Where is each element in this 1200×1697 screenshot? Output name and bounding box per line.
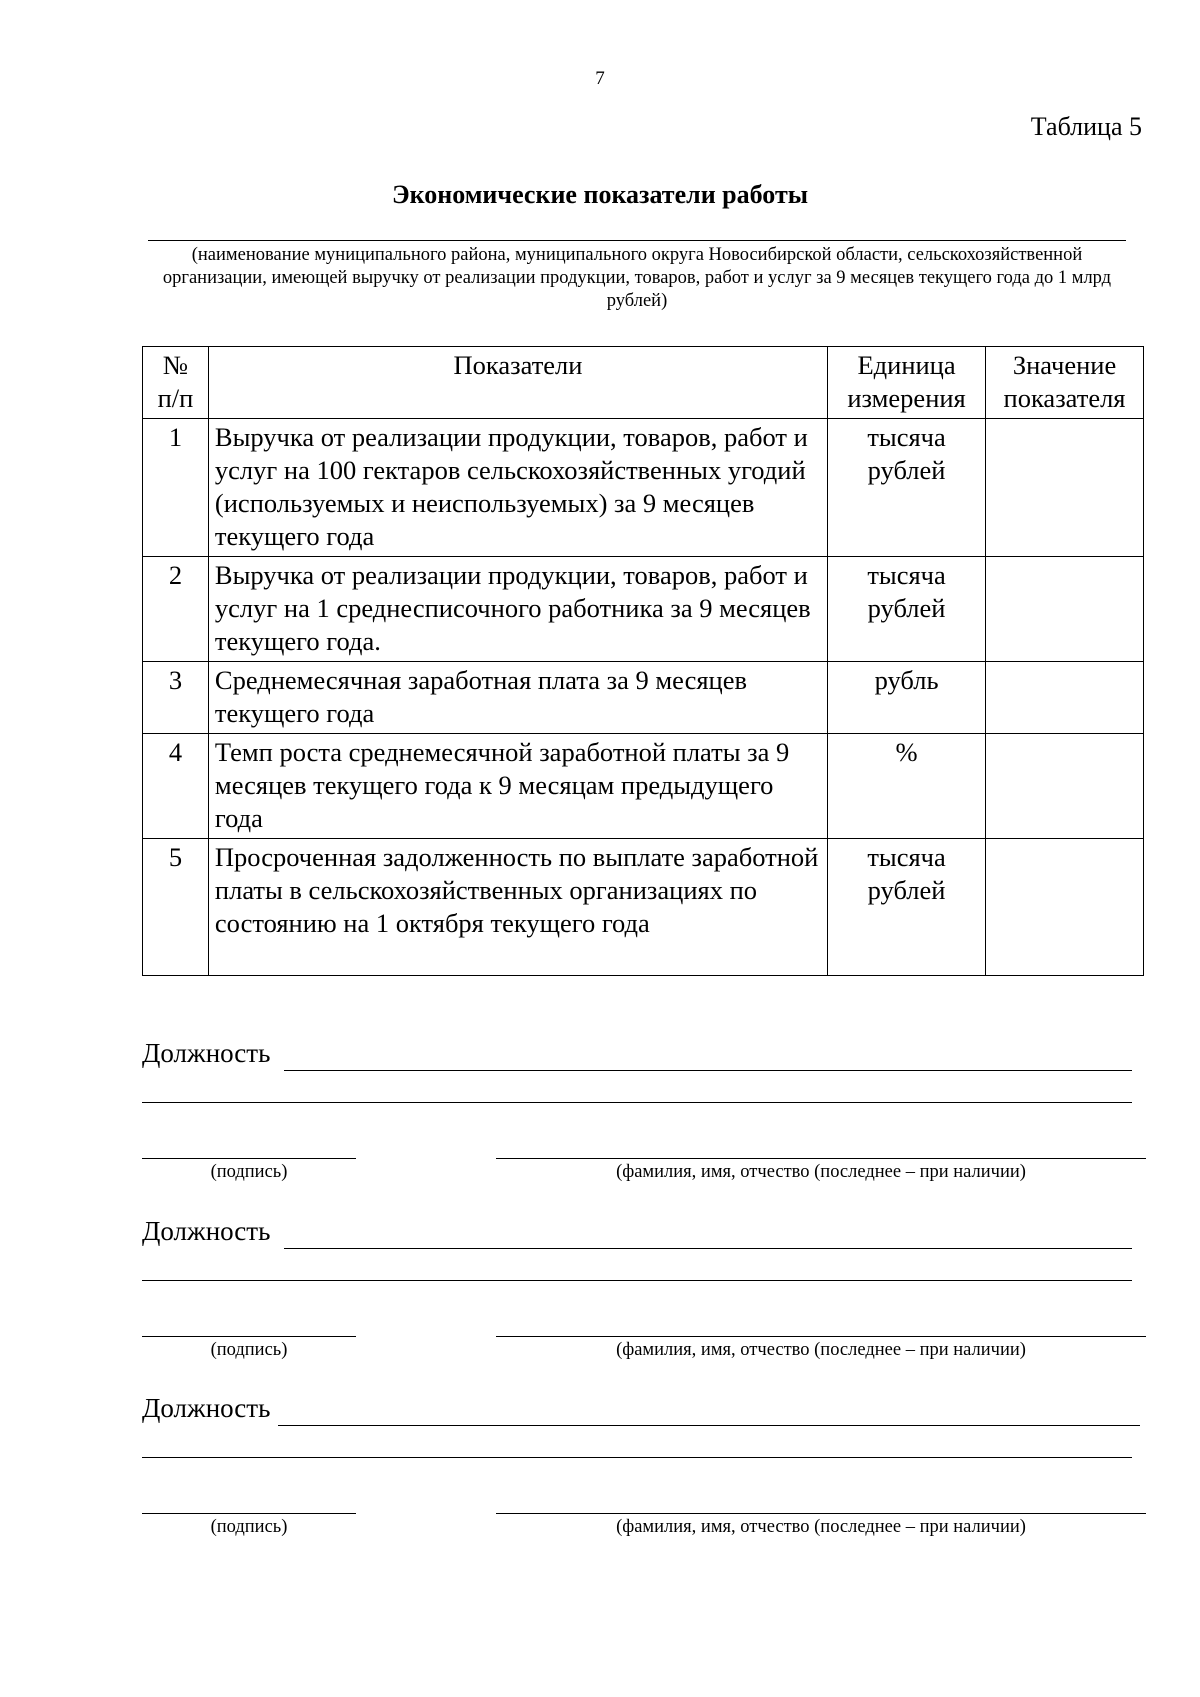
row-indicator: Выручка от реализации продукции, товаров, работ и услуг на 100 гектаров сельскохозяйственных угодий (используемых и неиспользуемых) за 9 месяцев текущего года — [208, 419, 827, 557]
table-row — [143, 662, 1144, 734]
row-num: 3 — [143, 662, 209, 734]
table-row — [143, 839, 1144, 976]
position-input-line[interactable] — [284, 1070, 1132, 1071]
row-indicator: Темп роста среднемесячной заработной платы за 9 месяцев текущего года к 9 месяцам предыдущего года — [208, 734, 827, 839]
row-indicator: Выручка от реализации продукции, товаров, работ и услуг на 1 среднесписочного работника за 9 месяцев текущего года. — [208, 557, 827, 662]
row-unit: тысяча рублей — [828, 839, 986, 976]
table-row — [143, 557, 1144, 662]
row-unit: тысяча рублей — [828, 557, 986, 662]
row-num: 2 — [143, 557, 209, 662]
row-value-cell[interactable] — [986, 839, 1144, 976]
position-label: Должность — [142, 1216, 271, 1246]
row-value-cell[interactable] — [986, 734, 1144, 839]
header-num: № п/п — [143, 347, 209, 419]
position-continuation-line[interactable] — [142, 1102, 1132, 1103]
row-num: 4 — [143, 734, 209, 839]
organization-name-line — [148, 240, 1126, 241]
signature-line[interactable] — [142, 1513, 356, 1514]
signature-line[interactable] — [142, 1336, 356, 1337]
header-value: Значение показателя — [986, 347, 1144, 419]
signature-caption: (подпись) — [210, 1162, 288, 1182]
row-num: 1 — [143, 419, 209, 557]
document-title: Экономические показатели работы — [391, 180, 809, 209]
header-indicator: Показатели — [208, 347, 827, 419]
row-value-cell[interactable] — [986, 419, 1144, 557]
row-unit: тысяча рублей — [828, 419, 986, 557]
position-label: Должность — [142, 1393, 271, 1423]
organization-name-caption: (наименование муниципального района, муниципального округа Новосибирской области, сельскохозяйственной организации, имеющей выручку от реализации продукции, товаров, работ и услуг за 9 месяцев текущего года до 1 млрд рублей) — [162, 245, 1112, 311]
table-row — [143, 419, 1144, 557]
row-value-cell[interactable] — [986, 662, 1144, 734]
table-row — [143, 734, 1144, 839]
indicators-table — [142, 346, 1144, 976]
full-name-line[interactable] — [496, 1513, 1146, 1514]
signature-caption: (подпись) — [210, 1340, 288, 1360]
full-name-caption: (фамилия, имя, отчество (последнее – при наличии) — [616, 1340, 1026, 1360]
row-unit: рубль — [828, 662, 986, 734]
table-header-row — [143, 347, 1144, 419]
full-name-line[interactable] — [496, 1336, 1146, 1337]
full-name-line[interactable] — [496, 1158, 1146, 1159]
signature-caption: (подпись) — [210, 1517, 288, 1537]
row-unit: % — [828, 734, 986, 839]
position-input-line[interactable] — [278, 1425, 1140, 1426]
full-name-caption: (фамилия, имя, отчество (последнее – при наличии) — [616, 1517, 1026, 1537]
position-input-line[interactable] — [284, 1248, 1132, 1249]
row-num: 5 — [143, 839, 209, 976]
header-unit: Единица измерения — [828, 347, 986, 419]
row-indicator: Просроченная задолженность по выплате заработной платы в сельскохозяйственных организациях по состоянию на 1 октября текущего года — [208, 839, 827, 976]
full-name-caption: (фамилия, имя, отчество (последнее – при наличии) — [616, 1162, 1026, 1182]
position-label: Должность — [142, 1038, 271, 1068]
position-continuation-line[interactable] — [142, 1457, 1132, 1458]
row-value-cell[interactable] — [986, 557, 1144, 662]
page-number: 7 — [595, 68, 605, 89]
signature-line[interactable] — [142, 1158, 356, 1159]
position-continuation-line[interactable] — [142, 1280, 1132, 1281]
row-indicator: Среднемесячная заработная плата за 9 месяцев текущего года — [208, 662, 827, 734]
table-caption: Таблица 5 — [1030, 112, 1142, 141]
